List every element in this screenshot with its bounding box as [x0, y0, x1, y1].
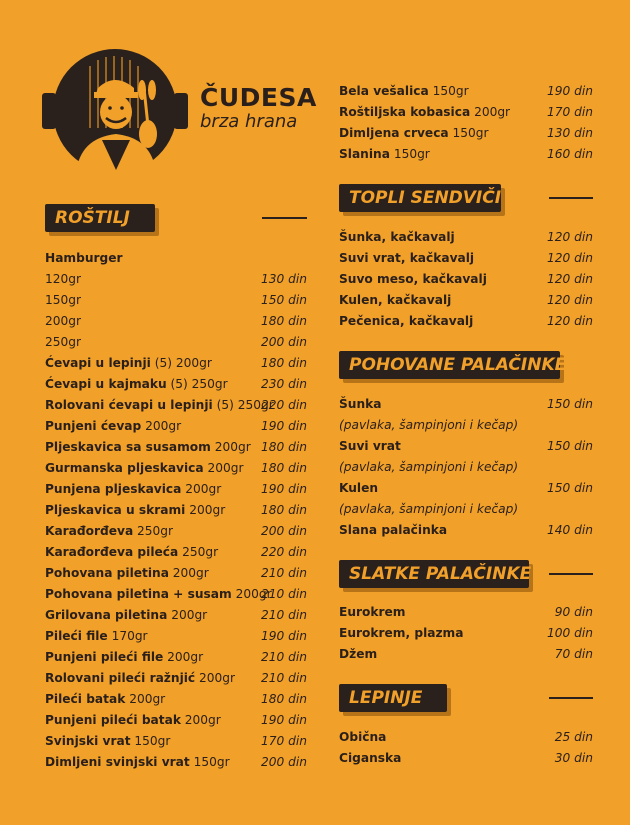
grill-chef-emblem-icon	[40, 48, 190, 178]
menu-item	[339, 81, 593, 102]
item-price: 210 din	[261, 671, 307, 685]
item-weight: 200gr	[214, 440, 251, 454]
item-name: Kulen	[339, 481, 379, 495]
item-name: Pileći batak	[45, 692, 126, 706]
menu-item	[339, 394, 593, 415]
menu-item	[339, 144, 593, 165]
item-price: 190 din	[261, 713, 307, 727]
item-name: Karađorđeva pileća	[45, 545, 179, 559]
item-weight: 150gr	[452, 126, 489, 140]
item-name: 250gr	[45, 335, 82, 349]
item-weight: 250gr	[137, 524, 174, 538]
item-price: 180 din	[261, 440, 307, 454]
item-name: Suvi vrat	[339, 439, 401, 453]
pohovane-list	[339, 394, 593, 541]
brand-name: ČUDESA	[200, 83, 317, 112]
item-name: Eurokrem, plazma	[339, 626, 464, 640]
section-rostilj-header	[45, 204, 307, 234]
section-slatke-header	[339, 560, 593, 590]
divider	[549, 573, 593, 575]
section-title: POHOVANE PALAČINKE	[339, 351, 560, 379]
item-name: Pohovana piletina + susam	[45, 587, 232, 601]
menu-item	[45, 479, 307, 500]
item-name: 120gr	[45, 272, 82, 286]
item-price: 220 din	[261, 398, 307, 412]
item-price: 170 din	[547, 105, 593, 119]
item-price: 120 din	[547, 272, 593, 286]
item-weight: 170gr	[111, 629, 148, 643]
menu-item	[45, 269, 307, 290]
item-price: 150 din	[547, 481, 593, 495]
item-name: Punjeni ćevap	[45, 419, 142, 433]
menu-item	[339, 623, 593, 644]
item-weight: 150gr	[134, 734, 171, 748]
menu-item	[45, 752, 307, 773]
menu-item	[45, 395, 307, 416]
menu-item	[45, 374, 307, 395]
item-price: 150 din	[547, 439, 593, 453]
item-name: Kulen, kačkavalj	[339, 293, 452, 307]
item-price: 130 din	[547, 126, 593, 140]
item-price: 140 din	[547, 523, 593, 537]
item-price: 120 din	[547, 314, 593, 328]
item-weight: 200gr	[172, 566, 209, 580]
item-price: 180 din	[261, 692, 307, 706]
item-name: Pohovana piletina	[45, 566, 169, 580]
item-name: Ćevapi u lepinji	[45, 356, 151, 370]
item-weight: 200gr	[189, 503, 226, 517]
item-price: 230 din	[261, 377, 307, 391]
menu-item	[339, 311, 593, 332]
item-price: 200 din	[261, 755, 307, 769]
menu-item	[45, 416, 307, 437]
item-weight: (5) 200gr	[154, 356, 212, 370]
item-price: 130 din	[261, 272, 307, 286]
item-note: (pavlaka, šampinjoni i kečap)	[339, 502, 519, 516]
item-price: 190 din	[261, 482, 307, 496]
item-weight: 200gr	[199, 671, 236, 685]
item-weight: 200gr	[474, 105, 511, 119]
item-price: 100 din	[547, 626, 593, 640]
section-lepinje-header	[339, 684, 593, 714]
item-price: 30 din	[554, 751, 593, 765]
menu-item	[339, 290, 593, 311]
item-weight: (5) 250gr	[170, 377, 228, 391]
item-weight: (5) 250gr	[216, 398, 274, 412]
menu-item	[45, 290, 307, 311]
item-name: Karađorđeva	[45, 524, 134, 538]
menu-item	[339, 248, 593, 269]
item-weight: 200gr	[145, 419, 182, 433]
item-price: 25 din	[554, 730, 593, 744]
item-price: 210 din	[261, 587, 307, 601]
item-weight: 150gr	[432, 84, 469, 98]
item-note: (pavlaka, šampinjoni i kečap)	[339, 418, 519, 432]
item-weight: 150gr	[393, 147, 430, 161]
item-name: Pečenica, kačkavalj	[339, 314, 474, 328]
menu-item	[339, 602, 593, 623]
item-name: Šunka, kačkavalj	[339, 230, 455, 244]
menu-item	[45, 500, 307, 521]
item-name: Bela vešalica	[339, 84, 429, 98]
item-weight: 200gr	[129, 692, 166, 706]
divider	[549, 697, 593, 699]
item-name: Punjeni pileći batak	[45, 713, 181, 727]
item-price: 180 din	[261, 503, 307, 517]
section-pohovane-header	[339, 351, 593, 381]
item-name: Dimljena crveca	[339, 126, 449, 140]
item-price: 200 din	[261, 335, 307, 349]
item-name: Pljeskavica u skrami	[45, 503, 186, 517]
item-price: 210 din	[261, 650, 307, 664]
lepinje-list	[339, 727, 593, 769]
menu-item	[45, 605, 307, 626]
item-name: Slanina	[339, 147, 390, 161]
section-title: SLATKE PALAČINKE	[339, 560, 529, 588]
item-price: 210 din	[261, 608, 307, 622]
item-name: Suvi vrat, kačkavalj	[339, 251, 475, 265]
item-price: 120 din	[547, 230, 593, 244]
item-name: Šunka	[339, 397, 382, 411]
item-name: Grilovana piletina	[45, 608, 168, 622]
menu-item	[45, 563, 307, 584]
menu-item	[339, 269, 593, 290]
item-name: Obična	[339, 730, 387, 744]
menu-item	[45, 668, 307, 689]
item-name: Punjeni pileći file	[45, 650, 164, 664]
menu-item	[45, 584, 307, 605]
rostilj-list	[45, 248, 307, 773]
item-name: Gurmanska pljeskavica	[45, 461, 204, 475]
item-name: Roštiljska kobasica	[339, 105, 471, 119]
menu-item	[339, 520, 593, 541]
item-name: Pljeskavica sa susamom	[45, 440, 211, 454]
divider	[262, 217, 307, 219]
item-price: 180 din	[261, 461, 307, 475]
item-name: Svinjski vrat	[45, 734, 131, 748]
item-weight: 250gr	[182, 545, 219, 559]
logo	[40, 48, 320, 178]
menu-item	[339, 727, 593, 748]
item-price: 220 din	[261, 545, 307, 559]
item-price: 210 din	[261, 566, 307, 580]
topli-list	[339, 227, 593, 332]
item-name: Slana palačinka	[339, 523, 448, 537]
item-price: 90 din	[554, 605, 593, 619]
item-name: Pileći file	[45, 629, 108, 643]
item-name: Hamburger	[45, 251, 123, 265]
item-weight: 200gr	[207, 461, 244, 475]
item-price: 70 din	[554, 647, 593, 661]
menu-item	[45, 731, 307, 752]
menu-item	[45, 248, 307, 269]
menu-item	[339, 227, 593, 248]
menu-item	[45, 689, 307, 710]
item-name: Ćevapi u kajmaku	[45, 377, 167, 391]
menu-item	[45, 437, 307, 458]
menu-item	[45, 710, 307, 731]
rostilj-list-continued	[339, 81, 593, 165]
item-name: Eurokrem	[339, 605, 406, 619]
menu-item	[339, 436, 593, 457]
item-price: 180 din	[261, 314, 307, 328]
menu-item	[339, 123, 593, 144]
item-name: 150gr	[45, 293, 82, 307]
item-name: Rolovani pileći ražnjić	[45, 671, 196, 685]
menu-item	[45, 311, 307, 332]
section-title: LEPINJE	[339, 684, 447, 712]
item-price: 160 din	[547, 147, 593, 161]
item-name: Džem	[339, 647, 378, 661]
divider	[549, 197, 593, 199]
menu-item	[339, 748, 593, 769]
menu-item	[45, 353, 307, 374]
item-weight: 200gr	[185, 482, 222, 496]
item-price: 190 din	[547, 84, 593, 98]
menu-item	[45, 332, 307, 353]
item-name: Punjena pljeskavica	[45, 482, 182, 496]
menu-item	[339, 644, 593, 665]
brand-tagline: brza hrana	[200, 111, 298, 132]
item-weight: 150gr	[193, 755, 230, 769]
section-title: ROŠTILJ	[45, 204, 155, 232]
menu-item	[45, 626, 307, 647]
menu-item	[339, 478, 593, 499]
menu-item	[339, 102, 593, 123]
section-topli-header	[339, 184, 593, 214]
item-name: 200gr	[45, 314, 82, 328]
item-price: 200 din	[261, 524, 307, 538]
item-name: Dimljeni svinjski vrat	[45, 755, 190, 769]
item-name: Suvo meso, kačkavalj	[339, 272, 487, 286]
item-price: 190 din	[261, 419, 307, 433]
menu-item	[45, 458, 307, 479]
item-price: 170 din	[261, 734, 307, 748]
item-price: 180 din	[261, 356, 307, 370]
item-price: 150 din	[547, 397, 593, 411]
item-name: Ciganska	[339, 751, 402, 765]
slatke-list	[339, 602, 593, 665]
menu-item	[45, 521, 307, 542]
item-price: 150 din	[261, 293, 307, 307]
menu-item	[45, 647, 307, 668]
section-title: TOPLI SENDVIČI	[339, 184, 501, 212]
item-price: 190 din	[261, 629, 307, 643]
menu-item	[45, 542, 307, 563]
item-note: (pavlaka, šampinjoni i kečap)	[339, 460, 519, 474]
item-weight: 200gr	[167, 650, 204, 664]
item-name: Rolovani ćevapi u lepinji	[45, 398, 213, 412]
item-price: 120 din	[547, 293, 593, 307]
item-weight: 200gr	[184, 713, 221, 727]
item-weight: 200gr	[235, 587, 272, 601]
item-price: 120 din	[547, 251, 593, 265]
item-weight: 200gr	[171, 608, 208, 622]
